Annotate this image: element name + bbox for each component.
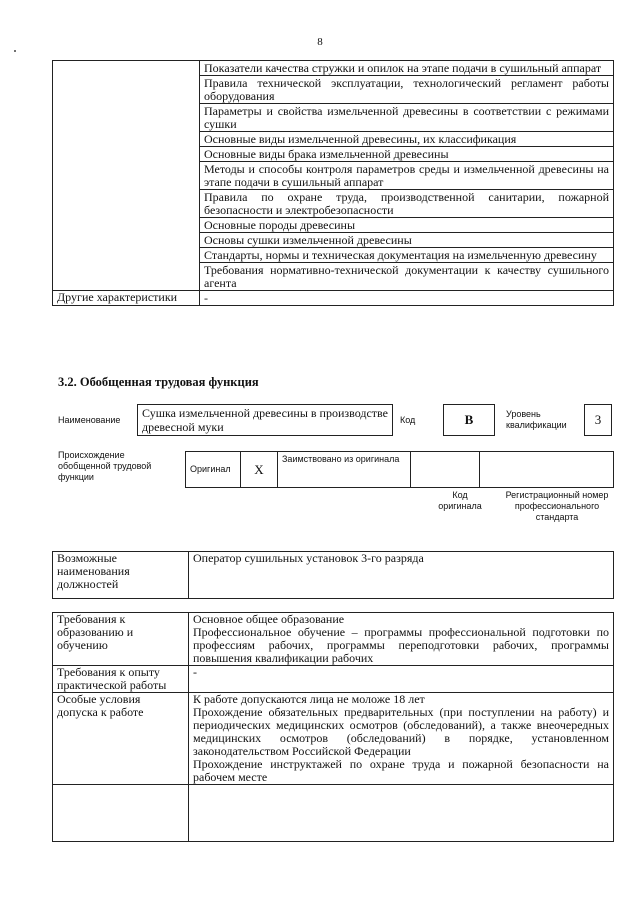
- original-code-caption: Код оригинала: [438, 490, 482, 511]
- positions-value: Оператор сушильных установок 3-го разряда: [189, 552, 614, 599]
- page-number: 8: [317, 36, 323, 48]
- level-label: Уровень квалификации: [506, 409, 567, 430]
- origin-table: [185, 451, 614, 488]
- origin-label: Происхождение обобщенной трудовой функции: [58, 450, 152, 482]
- section-title: 3.2. Обобщенная трудовая функция: [58, 375, 259, 389]
- knowledge-table: [52, 60, 614, 306]
- code-label: Код: [400, 415, 416, 425]
- other-characteristics-label: Другие характеристики: [53, 291, 200, 306]
- knowledge-item: Основы сушки измельченной древесины: [200, 233, 614, 248]
- knowledge-item: Требования нормативно-технической документации к качеству сушильного агента: [200, 263, 614, 291]
- knowledge-item: Показатели качества стружки и опилок на этапе подачи в сушильный аппарат: [200, 61, 614, 76]
- knowledge-item: Основные виды брака измельченной древесины: [200, 147, 614, 162]
- function-code-field: В: [443, 404, 495, 436]
- knowledge-item: Стандарты, нормы и техническая документация на измельченную древесину: [200, 248, 614, 263]
- education-line: Профессиональное обучение – программы профессиональной подготовки по профессиям рабочих, программы переподготовки рабочих, программы повышения квалификации рабочих: [193, 625, 609, 665]
- name-label: Наименование: [58, 415, 121, 425]
- knowledge-left-cell: [53, 61, 200, 291]
- original-label: Оригинал: [186, 452, 241, 488]
- knowledge-item: Правила по охране труда, производственной санитарии, пожарной безопасности и электробезопасности: [200, 190, 614, 218]
- empty-cell: [189, 785, 614, 842]
- conditions-line: Прохождение обязательных предварительных (при поступлении на работу) и периодических медицинских осмотров (обследований), а также внеочередных медицинских осмотров (обследований) в порядке, установленном законодательством Российской Федерации: [193, 705, 609, 758]
- positions-label: Возможные наименования должностей: [53, 552, 189, 599]
- registration-number-cell: [480, 452, 614, 488]
- knowledge-item: Правила технической эксплуатации, технологический регламент работы оборудования: [200, 76, 614, 104]
- conditions-line: Прохождение инструктажей по охране труда и пожарной безопасности на рабочем месте: [193, 757, 609, 784]
- education-label: Требования к образованию и обучению: [53, 613, 189, 666]
- positions-table: [52, 551, 614, 599]
- original-code-cell: [411, 452, 480, 488]
- knowledge-item: Основные виды измельченной древесины, их классификация: [200, 132, 614, 147]
- conditions-label: Особые условия допуска к работе: [53, 693, 189, 785]
- knowledge-item: Основные породы древесины: [200, 218, 614, 233]
- other-characteristics-value: -: [200, 291, 614, 306]
- education-line: Основное общее образование: [193, 612, 345, 626]
- knowledge-item: Параметры и свойства измельченной древесины в соответствии с режимами сушки: [200, 104, 614, 132]
- conditions-line: К работе допускаются лица не моложе 18 лет: [193, 692, 425, 706]
- registration-number-caption: Регистрационный номер профессионального стандарта: [505, 490, 609, 522]
- requirements-table: [52, 612, 614, 842]
- borrowed-label: Заимствовано из оригинала: [278, 452, 411, 488]
- empty-cell: [53, 785, 189, 842]
- qualification-level-field: 3: [584, 404, 612, 436]
- function-name-field: Сушка измельченной древесины в производстве древесной муки: [137, 404, 393, 436]
- original-mark: Х: [241, 452, 278, 488]
- experience-value: -: [189, 666, 614, 693]
- scan-speck: [14, 50, 16, 52]
- knowledge-item: Методы и способы контроля параметров среды и измельченной древесины на этапе подачи в сушильный аппарат: [200, 162, 614, 190]
- experience-label: Требования к опыту практической работы: [53, 666, 189, 693]
